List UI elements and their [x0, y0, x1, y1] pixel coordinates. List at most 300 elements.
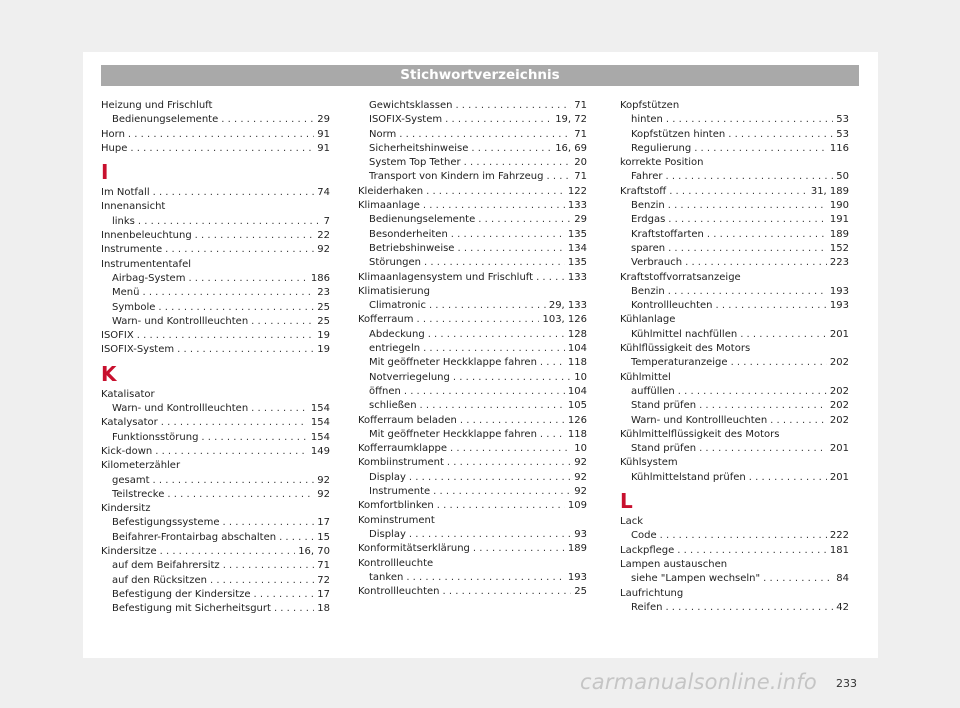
index-entry	[101, 200, 330, 214]
entry-page-ref: 202	[829, 414, 849, 426]
dot-leader	[669, 185, 808, 199]
entry-page-ref: 16, 69	[555, 142, 587, 154]
index-entry	[358, 271, 587, 285]
entry-term: Kilometerzähler	[101, 460, 181, 472]
index-entry	[101, 502, 330, 516]
dot-leader	[158, 301, 314, 315]
entry-term: Kühlmittelflüssigkeit des Motors	[620, 428, 780, 440]
entry-term: ISOFIX-System	[369, 114, 443, 126]
entry-term: Klimaanlagensystem und Frischluft	[358, 271, 534, 283]
index-entry	[358, 442, 587, 456]
entry-term: Warn- und Kontrollleuchten	[112, 315, 249, 327]
entry-term: Kraftstoff	[620, 185, 667, 197]
index-entry	[358, 185, 587, 199]
entry-term: hinten	[631, 114, 663, 126]
entry-term: Fahrer	[631, 171, 663, 183]
index-entry	[620, 371, 849, 385]
entry-page-ref: 23	[317, 287, 330, 299]
entry-term: Kraftstoffarten	[631, 228, 704, 240]
index-subentry	[620, 199, 849, 213]
index-subentry	[101, 474, 330, 488]
entry-term: Befestigung der Kindersitze	[112, 588, 251, 600]
dot-leader	[740, 328, 827, 342]
page-number: 233	[836, 677, 857, 690]
entry-term: Norm	[369, 128, 397, 140]
index-subentry	[101, 488, 330, 502]
index-subentry	[358, 471, 587, 485]
index-entry	[101, 445, 330, 459]
index-entry	[358, 499, 587, 513]
entry-page-ref: 134	[567, 242, 587, 254]
index-subentry	[620, 414, 849, 428]
entry-term: Kindersitz	[101, 503, 151, 515]
dot-leader	[728, 128, 833, 142]
dot-leader	[221, 113, 314, 127]
dot-leader	[665, 170, 833, 184]
entry-term: Kofferraum	[358, 314, 414, 326]
dot-leader	[201, 431, 307, 445]
entry-term: Laufrichtung	[620, 587, 684, 599]
index-subentry	[358, 142, 587, 156]
index-subentry	[620, 213, 849, 227]
index-subentry	[101, 315, 330, 329]
index-subentry	[101, 286, 330, 300]
entry-page-ref: 133	[567, 271, 587, 283]
entry-term: ISOFIX	[101, 330, 134, 342]
entry-term: Katalisator	[101, 388, 155, 400]
entry-term: gesamt	[112, 474, 150, 486]
dot-leader	[251, 402, 308, 416]
entry-page-ref: 152	[829, 242, 849, 254]
entry-term: Instrumente	[101, 244, 163, 256]
index-subentry	[101, 402, 330, 416]
dot-leader	[404, 385, 565, 399]
index-subentry	[101, 559, 330, 573]
entry-page-ref: 29	[317, 114, 330, 126]
index-subentry	[101, 602, 330, 616]
entry-term: Kleiderhaken	[358, 185, 424, 197]
entry-term: Display	[369, 471, 406, 483]
entry-term: sparen	[631, 242, 666, 254]
index-entry	[358, 456, 587, 470]
entry-term: Menü	[112, 287, 140, 299]
entry-page-ref: 104	[567, 343, 587, 355]
index-entry	[620, 313, 849, 327]
dot-leader	[668, 285, 827, 299]
entry-page-ref: 19, 72	[555, 114, 587, 126]
entry-term: Konformitätserklärung	[358, 543, 470, 555]
entry-page-ref: 201	[829, 443, 849, 455]
entry-term: Bedienungselemente	[112, 114, 219, 126]
entry-term: öffnen	[369, 385, 401, 397]
entry-term: Mit geöffneter Heckklappe fahren	[369, 428, 537, 440]
entry-page-ref: 17	[317, 588, 330, 600]
entry-page-ref: 71	[574, 171, 587, 183]
entry-term: Kofferraum beladen	[358, 414, 457, 426]
entry-page-ref: 191	[829, 214, 849, 226]
dot-leader	[142, 286, 314, 300]
dot-leader	[668, 199, 827, 213]
index-subentry	[620, 471, 849, 485]
index-subentry	[358, 428, 587, 442]
entry-term: Kühlflüssigkeit des Motors	[620, 343, 751, 355]
dot-leader	[471, 142, 552, 156]
entry-page-ref: 202	[829, 357, 849, 369]
entry-page-ref: 53	[836, 128, 849, 140]
entry-page-ref: 16, 70	[298, 546, 330, 558]
dot-leader	[210, 574, 314, 588]
entry-term: Hupe	[101, 142, 128, 154]
index-entry	[620, 185, 849, 199]
entry-page-ref: 29, 133	[548, 300, 587, 312]
dot-leader	[460, 414, 565, 428]
index-entry	[620, 342, 849, 356]
dot-leader	[426, 185, 565, 199]
entry-term: ISOFIX-System	[101, 344, 175, 356]
dot-leader	[254, 588, 315, 602]
dot-leader	[153, 186, 315, 200]
entry-term: Sicherheitshinweise	[369, 142, 469, 154]
entry-term: auffüllen	[631, 385, 675, 397]
dot-leader	[694, 142, 827, 156]
entry-term: Bedienungselemente	[369, 214, 476, 226]
entry-page-ref: 193	[829, 285, 849, 297]
entry-page-ref: 74	[317, 187, 330, 199]
dot-leader	[707, 228, 827, 242]
entry-term: Horn	[101, 128, 125, 140]
entry-page-ref: 118	[567, 428, 587, 440]
index-entry	[101, 99, 330, 113]
index-entry	[620, 99, 849, 113]
index-subentry	[358, 256, 587, 270]
entry-page-ref: 193	[567, 571, 587, 583]
entry-page-ref: 92	[574, 471, 587, 483]
entry-term: Kick-down	[101, 445, 153, 457]
dot-leader	[536, 271, 565, 285]
entry-page-ref: 181	[829, 544, 849, 556]
dot-leader	[222, 516, 314, 530]
entry-term: Komfortblinken	[358, 500, 434, 512]
entry-page-ref: 15	[317, 531, 330, 543]
entry-page-ref: 84	[836, 573, 849, 585]
index-subentry	[358, 170, 587, 184]
index-entry	[101, 329, 330, 343]
dot-leader	[274, 602, 314, 616]
index-entry	[620, 428, 849, 442]
index-entry	[620, 271, 849, 285]
entry-term: tanken	[369, 571, 404, 583]
entry-page-ref: 71	[317, 560, 330, 572]
entry-term: Heizung und Frischluft	[101, 100, 213, 111]
entry-term: Lackpflege	[620, 544, 675, 556]
dot-leader	[409, 471, 571, 485]
dot-leader	[420, 399, 565, 413]
index-entry	[358, 414, 587, 428]
dot-leader	[251, 315, 314, 329]
index-subentry	[620, 299, 849, 313]
entry-page-ref: 222	[829, 530, 849, 542]
dot-leader	[161, 416, 308, 430]
dot-leader	[453, 371, 571, 385]
entry-term: Befestigungssysteme	[112, 517, 220, 529]
entry-term: Instrumententafel	[101, 258, 192, 270]
entry-page-ref: 193	[829, 300, 849, 312]
entry-page-ref: 19	[317, 330, 330, 342]
entry-term: Kontrollleuchte	[358, 557, 434, 569]
dot-leader	[731, 356, 827, 370]
index-entry	[101, 258, 330, 272]
entry-term: Funktionsstörung	[112, 431, 199, 443]
index-subentry	[358, 342, 587, 356]
entry-page-ref: 25	[317, 301, 330, 313]
dot-leader	[195, 229, 315, 243]
entry-term: Klimatisierung	[358, 285, 430, 297]
entry-page-ref: 202	[829, 385, 849, 397]
index-entry	[101, 388, 330, 402]
entry-page-ref: 10	[574, 443, 587, 455]
index-subentry	[101, 574, 330, 588]
index-entry	[101, 343, 330, 357]
index-subentry	[101, 272, 330, 286]
index-column-1	[101, 99, 330, 617]
dot-leader	[763, 572, 833, 586]
entry-page-ref: 154	[310, 431, 330, 443]
index-entry	[101, 142, 330, 156]
dot-leader	[138, 215, 321, 229]
dot-leader	[437, 499, 565, 513]
entry-term: Display	[369, 528, 406, 540]
entry-page-ref: 116	[829, 142, 849, 154]
dot-leader	[279, 531, 314, 545]
dot-leader	[423, 342, 565, 356]
dot-leader	[399, 128, 571, 142]
entry-page-ref: 202	[829, 400, 849, 412]
index-entry	[358, 285, 587, 299]
entry-term: Benzin	[631, 285, 665, 297]
entry-page-ref: 223	[829, 257, 849, 269]
index-entry	[620, 558, 849, 572]
index-subentry	[358, 156, 587, 170]
dot-leader	[160, 545, 296, 559]
entry-page-ref: 154	[310, 417, 330, 429]
entry-term: Kombiinstrument	[358, 457, 444, 469]
dot-leader	[685, 256, 827, 270]
dot-leader	[223, 559, 315, 573]
entry-page-ref: 118	[567, 357, 587, 369]
entry-page-ref: 53	[836, 114, 849, 126]
entry-term: siehe "Lampen wechseln"	[631, 573, 761, 585]
dot-leader	[457, 242, 564, 256]
index-entry	[101, 229, 330, 243]
entry-page-ref: 133	[567, 200, 587, 212]
entry-page-ref: 105	[567, 400, 587, 412]
entry-term: Kühlmittel	[620, 371, 671, 383]
entry-term: auf dem Beifahrersitz	[112, 560, 220, 572]
index-entry	[620, 587, 849, 601]
index-subentry	[620, 170, 849, 184]
dot-leader	[450, 442, 571, 456]
dot-leader	[540, 428, 565, 442]
index-subentry	[101, 431, 330, 445]
entry-term: Lack	[620, 516, 643, 528]
entry-page-ref: 189	[567, 543, 587, 555]
entry-page-ref: 7	[323, 215, 330, 227]
index-subentry	[358, 213, 587, 227]
entry-term: links	[112, 215, 135, 227]
index-entry	[101, 128, 330, 142]
entry-page-ref: 154	[310, 403, 330, 415]
entry-page-ref: 92	[317, 244, 330, 256]
entry-page-ref: 25	[317, 315, 330, 327]
dot-leader	[155, 445, 308, 459]
dot-leader	[546, 170, 571, 184]
index-subentry	[620, 128, 849, 142]
index-entry	[620, 456, 849, 470]
index-subentry	[358, 99, 587, 113]
entry-page-ref: 91	[317, 128, 330, 140]
index-subentry	[620, 385, 849, 399]
dot-leader	[770, 414, 827, 428]
entry-term: Kühlanlage	[620, 314, 676, 326]
entry-term: Gewichtsklassen	[369, 100, 453, 111]
entry-page-ref: 92	[574, 486, 587, 498]
entry-page-ref: 135	[567, 257, 587, 269]
index-column-3	[620, 99, 849, 615]
page-header: Stichwortverzeichnis	[101, 65, 859, 86]
entry-term: Abdeckung	[369, 328, 425, 340]
entry-page-ref: 31, 189	[810, 185, 849, 197]
entry-term: Teilstrecke	[112, 488, 165, 500]
entry-page-ref: 29	[574, 214, 587, 226]
entry-term: Besonderheiten	[369, 228, 448, 240]
watermark-logo: carmanualsonline.info	[580, 670, 817, 694]
index-section-letter: L	[620, 489, 633, 514]
entry-term: Notverriegelung	[369, 371, 450, 383]
index-subentry	[358, 242, 587, 256]
dot-leader	[473, 542, 565, 556]
entry-page-ref: 25	[574, 586, 587, 598]
entry-page-ref: 93	[574, 528, 587, 540]
entry-term: Airbag-System	[112, 272, 186, 284]
index-entry	[358, 199, 587, 213]
entry-term: Mit geöffneter Heckklappe fahren	[369, 357, 537, 369]
dot-leader	[153, 474, 315, 488]
entry-page-ref: 18	[317, 603, 330, 615]
entry-term: Warn- und Kontrollleuchten	[631, 414, 768, 426]
entry-term: Reifen	[631, 601, 663, 613]
entry-term: entriegeln	[369, 343, 421, 355]
index-subentry	[101, 215, 330, 229]
entry-page-ref: 149	[310, 445, 330, 457]
entry-term: Symbole	[112, 301, 156, 313]
index-subentry	[358, 385, 587, 399]
dot-leader	[478, 213, 571, 227]
dot-leader	[749, 471, 827, 485]
index-subentry	[358, 371, 587, 385]
entry-page-ref: 72	[317, 574, 330, 586]
entry-page-ref: 19	[317, 344, 330, 356]
index-entry	[358, 313, 587, 327]
entry-term: Code	[631, 530, 657, 542]
entry-page-ref: 104	[567, 385, 587, 397]
entry-term: auf den Rücksitzen	[112, 574, 207, 586]
index-entry	[358, 557, 587, 571]
entry-page-ref: 20	[574, 157, 587, 169]
index-subentry	[101, 531, 330, 545]
index-entry	[358, 585, 587, 599]
entry-page-ref: 186	[310, 272, 330, 284]
entry-term: schließen	[369, 400, 417, 412]
entry-page-ref: 109	[567, 500, 587, 512]
entry-term: Kühlmittel nachfüllen	[631, 328, 738, 340]
dot-leader	[177, 343, 314, 357]
index-subentry	[358, 328, 587, 342]
entry-page-ref: 103, 126	[542, 314, 587, 326]
dot-leader	[428, 328, 565, 342]
entry-term: Katalysator	[101, 417, 158, 429]
entry-page-ref: 71	[574, 128, 587, 140]
entry-term: Kontrollleuchten	[358, 586, 440, 598]
entry-term: Benzin	[631, 200, 665, 212]
index-subentry	[620, 328, 849, 342]
entry-term: Temperaturanzeige	[631, 357, 728, 369]
entry-page-ref: 10	[574, 371, 587, 383]
dot-leader	[429, 299, 546, 313]
entry-page-ref: 190	[829, 200, 849, 212]
dot-leader	[668, 242, 827, 256]
dot-leader	[699, 399, 827, 413]
index-entry	[101, 459, 330, 473]
entry-term: Kraftstoffvorratsanzeige	[620, 271, 741, 283]
entry-term: Befestigung mit Sicherheitsgurt	[112, 603, 271, 615]
dot-leader	[137, 329, 315, 343]
dot-leader	[424, 256, 565, 270]
dot-leader	[406, 571, 565, 585]
entry-term: Kopfstützen hinten	[631, 128, 726, 140]
index-section-letter: K	[101, 361, 117, 386]
dot-leader	[130, 142, 314, 156]
dot-leader	[540, 356, 565, 370]
entry-page-ref: 201	[829, 471, 849, 483]
entry-page-ref: 17	[317, 517, 330, 529]
index-subentry	[101, 113, 330, 127]
entry-page-ref: 135	[567, 228, 587, 240]
entry-page-ref: 91	[317, 142, 330, 154]
index-subentry	[101, 301, 330, 315]
dot-leader	[443, 585, 572, 599]
dot-leader	[666, 113, 833, 127]
entry-term: Betriebshinweise	[369, 242, 455, 254]
entry-term: Warn- und Kontrollleuchten	[112, 403, 249, 415]
dot-leader	[409, 528, 571, 542]
entry-term: System Top Tether	[369, 157, 461, 169]
index-entry	[620, 515, 849, 529]
entry-page-ref: 22	[317, 230, 330, 242]
entry-term: Innenbeleuchtung	[101, 230, 192, 242]
index-subentry	[620, 242, 849, 256]
dot-leader	[451, 228, 565, 242]
entry-term: Störungen	[369, 257, 422, 269]
dot-leader	[699, 442, 827, 456]
dot-leader	[678, 385, 827, 399]
entry-term: Climatronic	[369, 300, 426, 312]
index-subentry	[358, 128, 587, 142]
entry-page-ref: 189	[829, 228, 849, 240]
entry-term: Transport von Kindern im Fahrzeug	[369, 171, 544, 183]
entry-page-ref: 42	[836, 601, 849, 613]
entry-term: Kindersitze	[101, 546, 157, 558]
index-entry	[101, 243, 330, 257]
